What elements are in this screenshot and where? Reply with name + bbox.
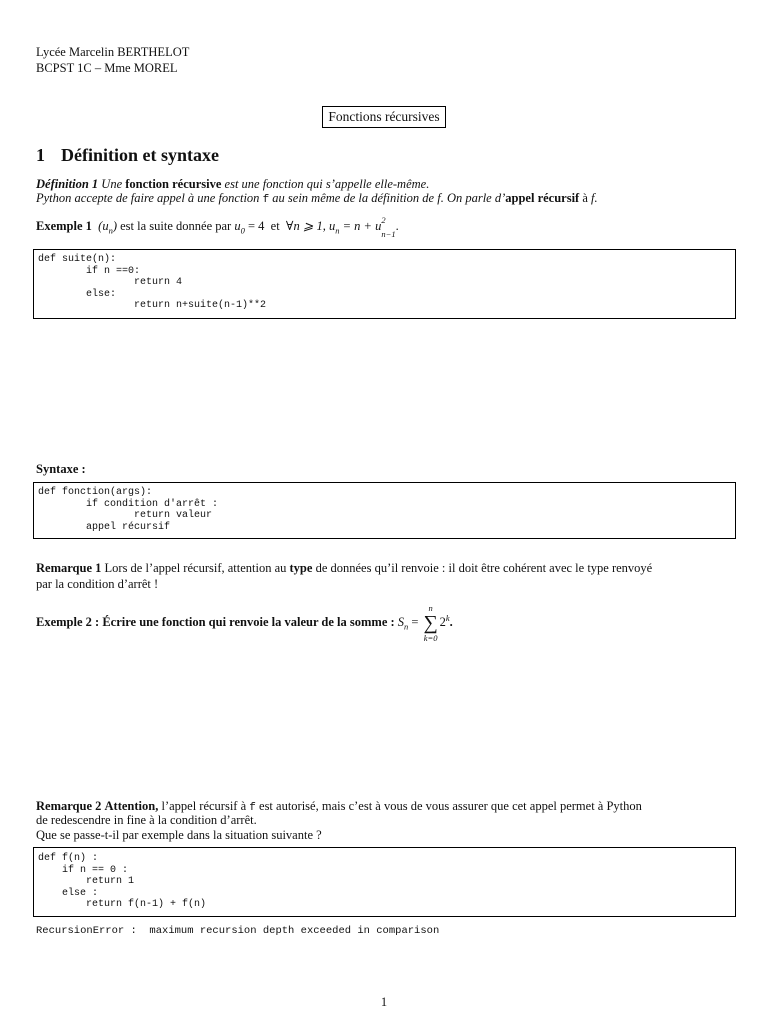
code-f: f <box>249 802 256 814</box>
example-text: Écrire une fonction qui renvoie la valeur de la somme : <box>102 615 395 629</box>
example-label: Exemple 2 : <box>36 615 100 629</box>
math-f: f <box>591 191 595 205</box>
math-f: f <box>437 191 441 205</box>
remark-attention: Attention, <box>104 799 159 813</box>
code-f-function: def f(n) : if n == 0 : return 1 else : return f(n-1) + f(n) <box>38 853 207 911</box>
definition-text: Une <box>101 177 123 191</box>
error-output: RecursionError : maximum recursion depth exceeded in comparison <box>36 925 440 937</box>
section-heading <box>36 145 219 165</box>
definition-label: Définition 1 <box>36 177 99 191</box>
syntax-label: Syntaxe : <box>36 462 86 476</box>
code-block-f <box>33 847 736 917</box>
code-f: f <box>262 194 270 206</box>
remark-text: Lors de l’appel récursif, attention au <box>104 561 287 575</box>
sigma-symbol: n ∑ k=0 <box>423 603 438 644</box>
math-recurrence: ∀n ⩾ 1, $u_n = n + u$ 2 $_{n-1}$ <box>285 215 396 239</box>
remark-label: Remarque 1 <box>36 561 102 575</box>
example-label: Exemple 1 <box>36 219 92 233</box>
remark-2-line-3: Que se passe-t-il par exemple dans la situation suivante ? <box>36 828 322 842</box>
code-block-syntax <box>33 482 736 539</box>
remark-label: Remarque 2 <box>36 799 102 813</box>
definition-text: . <box>594 191 598 205</box>
example-text: est la suite donnée par <box>120 219 232 233</box>
example-1: Exemple 1 $(u_n)$ est la suite donnée par $u_0 = 4$ et ∀n ⩾ 1, $u_n = n + u$ 2 $_{n-1}$. <box>36 215 399 239</box>
code-block-suite <box>33 249 736 319</box>
math-sequence: $(u_n)$ <box>98 219 117 236</box>
example-text: et <box>270 219 280 233</box>
page-number: 1 <box>380 995 388 1009</box>
remark-1-line-2: par la condition d’arrêt ! <box>36 577 159 591</box>
definition-term: fonction récursive <box>125 177 222 191</box>
definition-text: à <box>582 191 588 205</box>
code-suite: def suite(n): if n ==0: return 4 else: return n+suite(n-1)**2 <box>38 254 267 312</box>
code-syntax: def fonction(args): if condition d'arrêt : return valeur appel récursif <box>38 487 219 533</box>
definition-term: appel récursif <box>505 191 580 205</box>
definition-line-1 <box>36 177 429 192</box>
definition-text: Python accepte de faire appel à une fonction <box>36 191 260 205</box>
math-init: $u_0 = 4$ <box>234 219 265 236</box>
definition-text: . On parle d’ <box>440 191 506 205</box>
remark-text: est autorisé, mais c’est à vous de vous assurer que cet appel permet à Python <box>259 799 642 813</box>
example-2: Exemple 2 : Écrire une fonction qui renvoie la valeur de la somme : $S_n$ = n ∑ k=0 2$^k$. <box>36 603 453 644</box>
math-sum: $S_n$ = n ∑ k=0 2$^k$ <box>397 603 450 644</box>
title-wrapper <box>0 106 768 128</box>
section-number: 1 <box>36 145 45 165</box>
remark-2-line-2: de redescendre in fine à la condition d’arrêt. <box>36 813 257 827</box>
school-name: Lycée Marcelin BERTHELOT <box>36 45 190 59</box>
remark-1-line-1 <box>36 561 652 576</box>
class-name: BCPST 1C – Mme MOREL <box>36 61 178 75</box>
definition-line-2 <box>36 191 598 208</box>
section-title: Définition et syntaxe <box>61 145 219 165</box>
remark-term: type <box>289 561 313 575</box>
remark-text: l’appel récursif à <box>161 799 247 813</box>
definition-text: au sein même de la définition de <box>272 191 435 205</box>
remark-text: de données qu’il renvoie : il doit être cohérent avec le type renvoyé <box>315 561 653 575</box>
page-title: Fonctions récursives <box>322 106 445 128</box>
definition-text: est une fonction qui s’appelle elle-même. <box>224 177 430 191</box>
